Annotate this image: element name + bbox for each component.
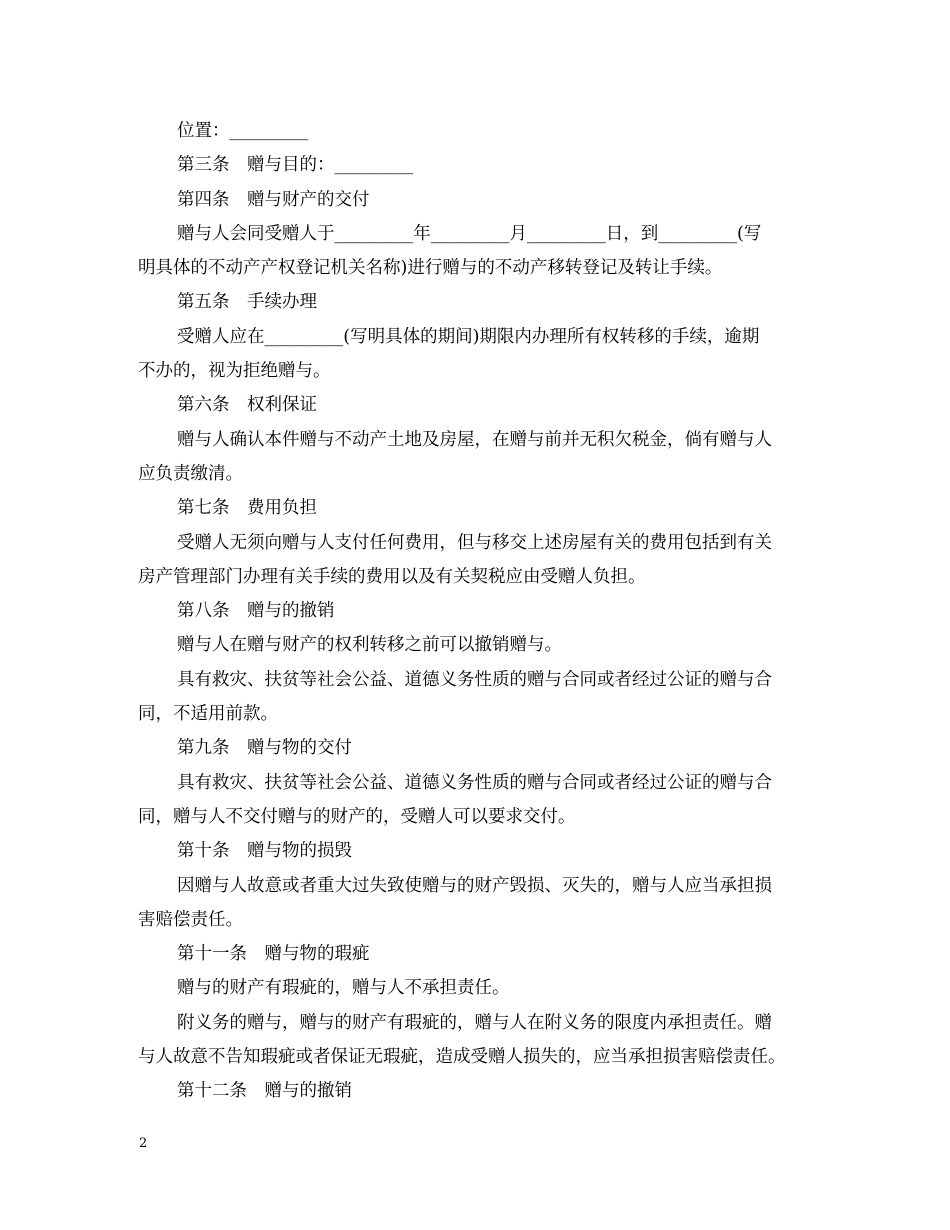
article-11-paragraph-2-line-2: 与人故意不告知瑕疵或者保证无瑕疵，造成受赠人损失的，应当承担损害赔偿责任。 bbox=[138, 1047, 786, 1068]
article-10-paragraph-line-2: 害赔偿责任。 bbox=[138, 909, 243, 930]
article-8-heading: 第八条 赠与的撤销 bbox=[177, 601, 335, 622]
article-10-heading: 第十条 赠与物的损毁 bbox=[177, 841, 352, 862]
page-number: 2 bbox=[139, 1136, 148, 1151]
article-10-paragraph-line-1: 因赠与人故意或者重大过失致使赠与的财产毁损、灭失的，赠与人应当承担损 bbox=[177, 875, 772, 896]
article-9-paragraph-line-2: 同，赠与人不交付赠与的财产的，受赠人可以要求交付。 bbox=[138, 806, 576, 827]
article-6-paragraph-line-2: 应负责缴清。 bbox=[138, 463, 243, 484]
article-5-paragraph-line-2: 不办的，视为拒绝赠与。 bbox=[138, 361, 331, 382]
article-9-paragraph-line-1: 具有救灾、扶贫等社会公益、道德义务性质的赠与合同或者经过公证的赠与合 bbox=[177, 772, 772, 793]
article-6-paragraph-line-1: 赠与人确认本件赠与不动产土地及房屋，在赠与前并无积欠税金，倘有赠与人 bbox=[177, 429, 772, 450]
article-6-heading: 第六条 权利保证 bbox=[177, 395, 317, 416]
document-body bbox=[138, 114, 818, 1109]
article-4-paragraph-line-2: 明具体的不动产产权登记机关名称)进行赠与的不动产移转登记及转让手续。 bbox=[138, 258, 723, 279]
article-7-heading: 第七条 费用负担 bbox=[177, 498, 317, 519]
article-5-heading: 第五条 手续办理 bbox=[177, 292, 317, 313]
article-8-paragraph-2-line-2: 同，不适用前款。 bbox=[138, 704, 278, 725]
location-line: 位置：_________ bbox=[177, 121, 309, 141]
article-9-heading: 第九条 赠与物的交付 bbox=[177, 738, 352, 759]
article-12-heading: 第十二条 赠与的撤销 bbox=[177, 1081, 352, 1102]
article-7-paragraph-line-2: 房产管理部门办理有关手续的费用以及有关契税应由受赠人负担。 bbox=[138, 566, 646, 587]
article-7-paragraph-line-1: 受赠人无须向赠与人支付任何费用，但与移交上述房屋有关的费用包括到有关 bbox=[177, 532, 772, 553]
article-8-paragraph-2-line-1: 具有救灾、扶贫等社会公益、道德义务性质的赠与合同或者经过公证的赠与合 bbox=[177, 669, 772, 690]
article-3-heading: 第三条 赠与目的：_________ bbox=[177, 155, 414, 176]
article-11-paragraph-2-line-1: 附义务的赠与，赠与的财产有瑕疵的，赠与人在附义务的限度内承担责任。赠 bbox=[177, 1012, 772, 1033]
article-5-paragraph-line-1: 受赠人应在_________(写明具体的期间)期限内办理所有权转移的手续，逾期 bbox=[177, 326, 760, 347]
article-4-heading: 第四条 赠与财产的交付 bbox=[177, 189, 370, 210]
article-8-paragraph-1: 赠与人在赠与财产的权利转移之前可以撤销赠与。 bbox=[177, 635, 562, 656]
article-11-paragraph-1: 赠与的财产有瑕疵的，赠与人不承担责任。 bbox=[177, 978, 510, 999]
article-4-paragraph-line-1: 赠与人会同受赠人于_________年_________月_________日，到_________(写 bbox=[177, 223, 762, 244]
article-11-heading: 第十一条 赠与物的瑕疵 bbox=[177, 944, 370, 965]
